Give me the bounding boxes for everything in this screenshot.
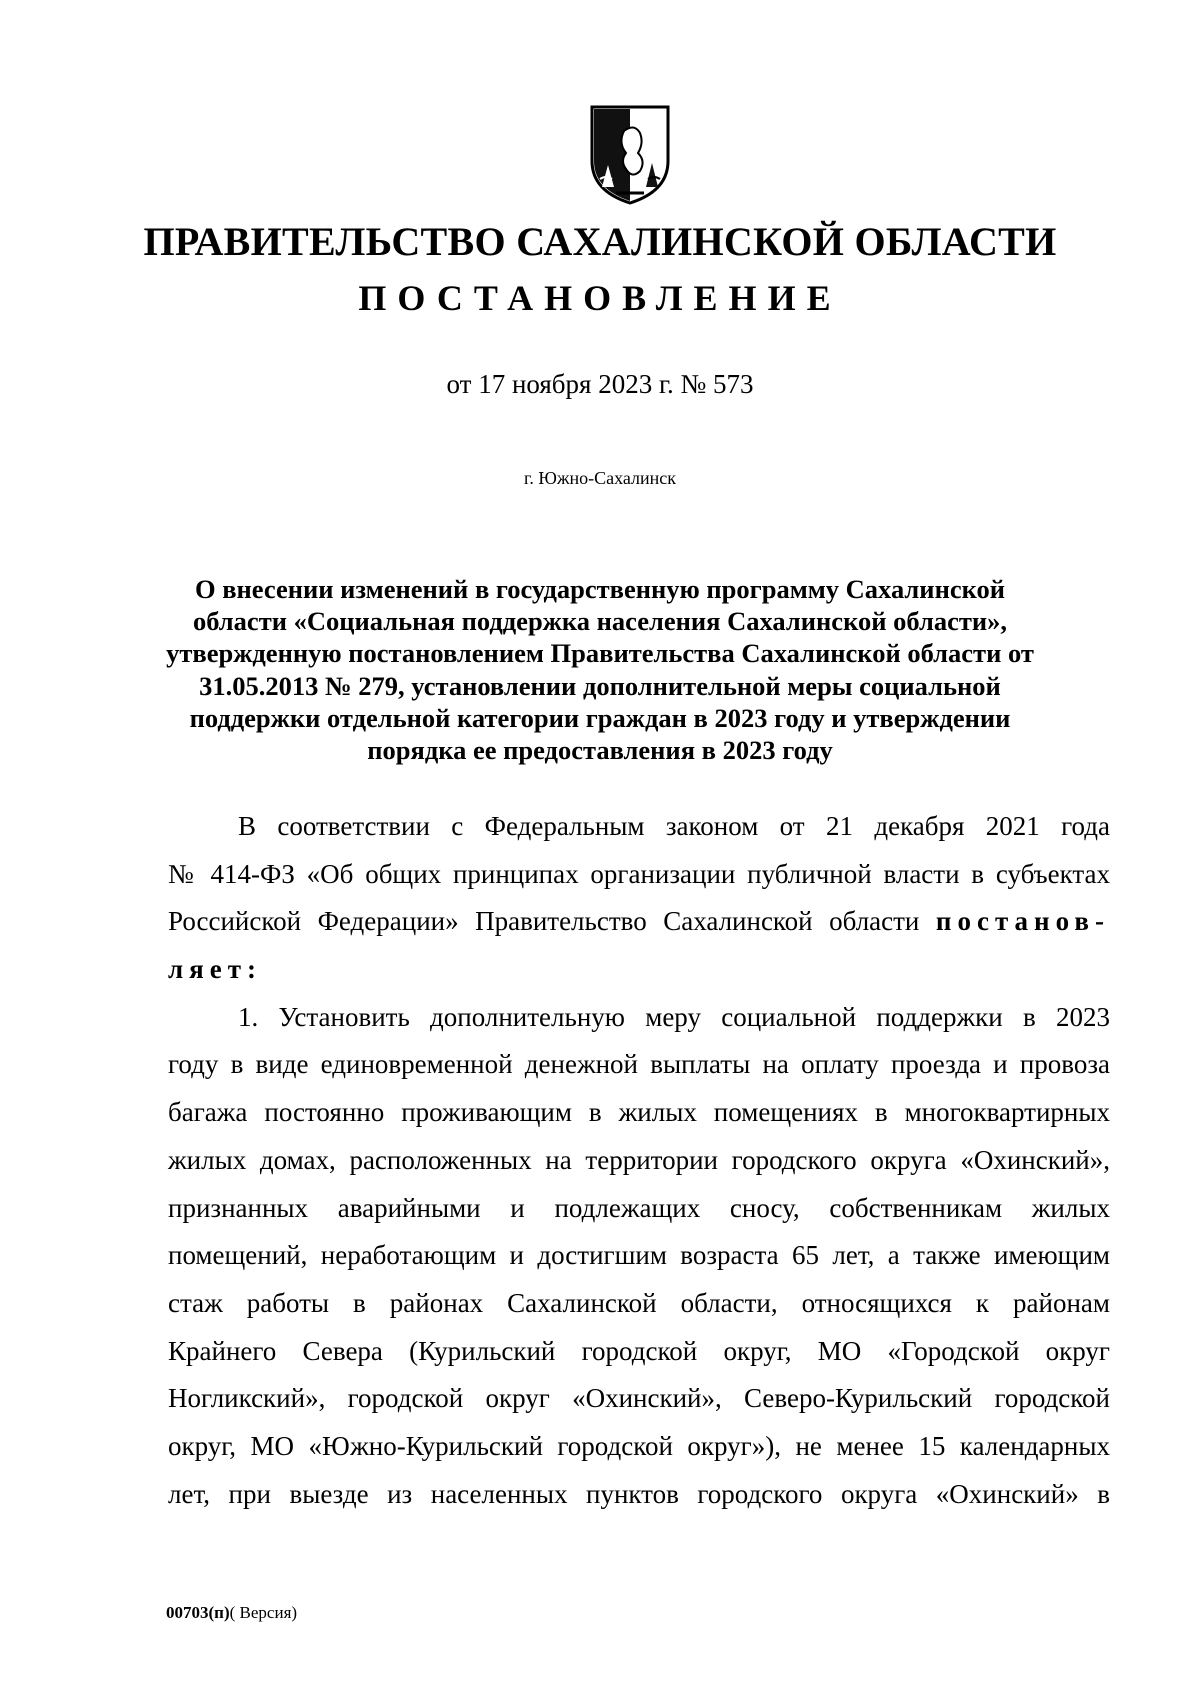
- item-line: округ, МО «Южно-Курильский городской округ»), не менее 15 календарных: [168, 1430, 1110, 1461]
- document-city: г. Южно-Сахалинск: [523, 468, 677, 488]
- preamble-line: [168, 946, 1110, 994]
- preamble-line: В соответствии с Федеральным законом от 21 декабря 2021 года: [238, 811, 1110, 841]
- preamble-line: [168, 898, 1110, 946]
- subject-line: области «Социальная поддержка населения Сахалинской области»,: [192, 606, 1008, 637]
- item-line: Крайнего Севера (Курильский городской округ, МО «Городской округ: [168, 1335, 1110, 1366]
- subject-line: поддержки отдельной категории граждан в 2023 году и утверждении: [189, 702, 1011, 733]
- coat-of-arms-emblem: [586, 103, 674, 207]
- preamble-text: Российской Федерации» Правительство Сахалинской области: [168, 906, 920, 937]
- organization-title: ПРАВИТЕЛЬСТВО САХАЛИНСКОЙ ОБЛАСТИ: [143, 219, 1057, 264]
- preamble-line: № 414-ФЗ «Об общих принципах организации публичной власти в субъектах: [168, 858, 1110, 889]
- item-line: 1. Установить дополнительную меру социальной поддержки в 2023: [238, 1001, 1110, 1032]
- subject-line: 31.05.2013 № 279, установлении дополнительной меры социальной: [199, 670, 1001, 701]
- footer-code: 00703(п): [166, 1603, 230, 1622]
- subject-line: утвержденную постановлением Правительства Сахалинской области от: [166, 638, 1034, 669]
- item-line: багажа постоянно проживающим в жилых помещениях в многоквартирных: [168, 1097, 1110, 1128]
- decree-word-part1: постанов-: [935, 906, 1110, 937]
- item-line: году в виде единовременной денежной выплаты на оплату проезда и провоза: [168, 1049, 1110, 1080]
- document-subject: [150, 573, 1050, 766]
- document-date-number: от 17 ноября 2023 г. № 573: [446, 369, 754, 399]
- coat-of-arms-icon: [586, 103, 674, 207]
- footer-version: ( Версия): [229, 1603, 298, 1622]
- item-line: помещений, неработающим и достигшим возраста 65 лет, а также имеющим: [168, 1240, 1110, 1271]
- item-line: Ногликский», городской округ «Охинский», Северо-Курильский городской: [168, 1383, 1110, 1414]
- document-body: [168, 803, 1110, 1518]
- item-line: признанных аварийными и подлежащих сносу, собственникам жилых: [168, 1192, 1110, 1223]
- item-line: жилых домах, расположенных на территории городского округа «Охинский»,: [168, 1144, 1110, 1175]
- item-line: стаж работы в районах Сахалинской области, относящихся к районам: [168, 1287, 1110, 1318]
- subject-line: О внесении изменений в государственную программу Сахалинской: [194, 574, 1006, 604]
- item-line: лет, при выезде из населенных пунктов городского округа «Охинский» в: [168, 1478, 1110, 1509]
- subject-line: порядка ее предоставления в 2023 году: [367, 735, 833, 766]
- document-footer-code: [166, 1603, 297, 1623]
- decree-word-part2: ляет:: [168, 954, 262, 985]
- document-type: ПОСТАНОВЛЕНИЕ: [358, 278, 842, 318]
